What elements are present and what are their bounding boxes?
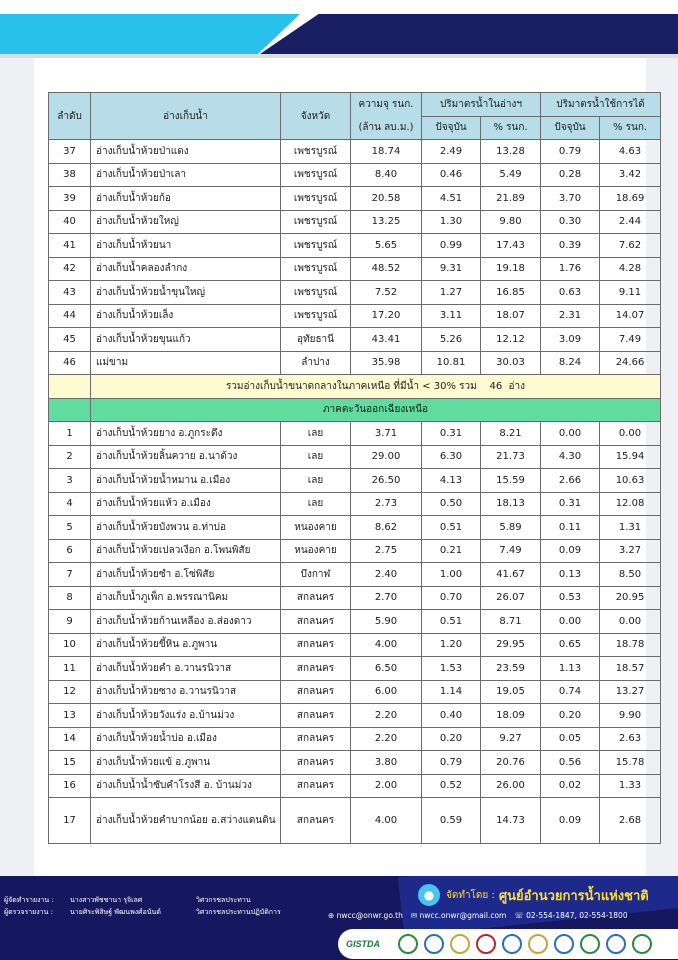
table-row (49, 727, 661, 751)
contact-info (328, 911, 628, 920)
col-no-header: ลำดับ (49, 93, 91, 140)
cell-volume-pct: 13.28 (481, 140, 541, 164)
cell-reservoir: อ่างเก็บน้ำห้วยเล็ง (91, 304, 281, 328)
table-row (49, 187, 661, 211)
partner-logos (338, 929, 678, 959)
cell-usable-pct: 7.49 (600, 328, 661, 352)
cell-volume-pct: 21.73 (481, 445, 541, 469)
cell-usable-current: 0.00 (541, 422, 600, 446)
reservoir-table (48, 92, 661, 844)
cell-no: 13 (49, 704, 91, 728)
cell-province: เพชรบูรณ์ (281, 210, 351, 234)
cell-capacity: 43.41 (351, 328, 422, 352)
cell-volume-pct: 18.07 (481, 304, 541, 328)
cell-usable-pct: 20.95 (600, 586, 661, 610)
cell-no: 39 (49, 187, 91, 211)
cell-province: หนองคาย (281, 516, 351, 540)
cell-reservoir: อ่างเก็บน้ำห้วยขุนแก้ว (91, 328, 281, 352)
cell-capacity: 26.50 (351, 469, 422, 493)
cell-usable-current: 8.24 (541, 351, 600, 375)
cell-reservoir: อ่างเก็บน้ำห้วยใหญ่ (91, 210, 281, 234)
cell-no: 2 (49, 445, 91, 469)
partner-logo-icon (450, 934, 470, 954)
cell-volume-current: 6.30 (422, 445, 481, 469)
cell-province: เพชรบูรณ์ (281, 257, 351, 281)
cell-no: 43 (49, 281, 91, 305)
water-drop-icon: ● (418, 884, 440, 906)
cell-usable-current: 0.31 (541, 492, 600, 516)
org-name: ศูนย์อำนวยการน้ำแห่งชาติ (498, 888, 649, 904)
cell-reservoir: อ่างเก็บน้ำห้วยยาง อ.ภูกระดึง (91, 422, 281, 446)
cell-usable-pct: 18.57 (600, 657, 661, 681)
cell-usable-current: 3.09 (541, 328, 600, 352)
org-brand (418, 884, 649, 906)
cell-usable-pct: 12.08 (600, 492, 661, 516)
cell-no: 1 (49, 422, 91, 446)
cell-volume-pct: 8.21 (481, 422, 541, 446)
cell-reservoir: อ่างเก็บน้ำห้วยซำ อ.โซ่พิสัย (91, 563, 281, 587)
cell-reservoir: อ่างเก็บน้ำห้วยคำ อ.วานรนิวาส (91, 657, 281, 681)
cell-volume-current: 0.50 (422, 492, 481, 516)
mail-icon: ✉ (410, 911, 420, 920)
partner-logo-icon (554, 934, 574, 954)
cell-no: 5 (49, 516, 91, 540)
table-row (49, 539, 661, 563)
cell-usable-current: 0.53 (541, 586, 600, 610)
cell-province: บึงกาฬ (281, 563, 351, 587)
table-row (49, 328, 661, 352)
cell-usable-pct: 1.31 (600, 516, 661, 540)
globe-icon: ⊕ (328, 911, 337, 920)
cell-no: 37 (49, 140, 91, 164)
cell-usable-current: 0.79 (541, 140, 600, 164)
made-by-org-label: จัดทำโดย : (446, 889, 495, 901)
gistda-logo: GISTDA (346, 939, 381, 949)
cell-capacity: 35.98 (351, 351, 422, 375)
partner-logo-icon (606, 934, 626, 954)
cell-province: เลย (281, 469, 351, 493)
cell-volume-current: 3.11 (422, 304, 481, 328)
cell-volume-pct: 19.18 (481, 257, 541, 281)
cell-no: 9 (49, 610, 91, 634)
partner-logo-icon (424, 934, 444, 954)
cell-usable-pct: 0.00 (600, 610, 661, 634)
made-by-role: วิศวกรชลประทาน (196, 896, 251, 904)
cell-capacity: 3.71 (351, 422, 422, 446)
table-row (49, 163, 661, 187)
made-by-label: ผู้จัดทำรายงาน : (4, 896, 54, 904)
cell-no: 40 (49, 210, 91, 234)
cell-usable-pct: 10.63 (600, 469, 661, 493)
col-reservoir-header: อ่างเก็บน้ำ (91, 93, 281, 140)
cell-usable-pct: 9.90 (600, 704, 661, 728)
partner-logo-icon (580, 934, 600, 954)
cell-province: สกลนคร (281, 727, 351, 751)
cell-volume-current: 0.21 (422, 539, 481, 563)
cell-volume-current: 0.20 (422, 727, 481, 751)
cell-usable-current: 0.00 (541, 610, 600, 634)
phone-contact[interactable]: ☏ 02-554-1847, 02-554-1800 (514, 911, 628, 920)
col-volume-current: ปัจจุบัน (422, 116, 481, 140)
cell-no: 17 (49, 798, 91, 844)
col-province-header: จังหวัด (281, 93, 351, 140)
cell-reservoir: อ่างเก็บน้ำภูเพ็ก อ.พรรณานิคม (91, 586, 281, 610)
table-row (49, 234, 661, 258)
cell-capacity: 2.20 (351, 704, 422, 728)
phone-icon: ☏ (514, 911, 527, 920)
cell-reservoir: อ่างเก็บน้ำห้วยซาง อ.วานรนิวาส (91, 680, 281, 704)
cell-volume-current: 0.51 (422, 610, 481, 634)
cell-capacity: 13.25 (351, 210, 422, 234)
cell-volume-pct: 5.89 (481, 516, 541, 540)
cell-no: 38 (49, 163, 91, 187)
cell-province: เลย (281, 422, 351, 446)
cell-usable-pct: 18.78 (600, 633, 661, 657)
cell-usable-current: 0.05 (541, 727, 600, 751)
cell-province: สกลนคร (281, 586, 351, 610)
col-capacity-unit: (ล้าน ลบ.ม.) (351, 116, 422, 140)
partner-logo-icon (528, 934, 548, 954)
cell-no: 16 (49, 774, 91, 798)
cell-usable-pct: 18.69 (600, 187, 661, 211)
cell-reservoir: อ่างเก็บน้ำคลองลำกง (91, 257, 281, 281)
cell-volume-pct: 26.07 (481, 586, 541, 610)
cell-no: 41 (49, 234, 91, 258)
cell-usable-pct: 4.63 (600, 140, 661, 164)
cell-usable-pct: 2.68 (600, 798, 661, 844)
cell-province: สกลนคร (281, 704, 351, 728)
cell-no: 10 (49, 633, 91, 657)
table-row (49, 281, 661, 305)
cell-volume-current: 1.00 (422, 563, 481, 587)
report-credits (4, 894, 281, 918)
checked-by-label: ผู้ตรวจรายงาน : (4, 908, 53, 916)
cell-usable-current: 0.09 (541, 798, 600, 844)
cell-no: 42 (49, 257, 91, 281)
table-row (49, 610, 661, 634)
region-row (49, 398, 661, 422)
table-row (49, 774, 661, 798)
cell-capacity: 2.20 (351, 727, 422, 751)
cell-province: สกลนคร (281, 657, 351, 681)
cell-reservoir: อ่างเก็บน้ำห้วยเปลวเงือก อ.โพนพิสัย (91, 539, 281, 563)
cell-capacity: 6.00 (351, 680, 422, 704)
cell-reservoir: อ่างเก็บน้ำห้วยคำบากน้อย อ.สว่างแดนดิน (91, 798, 281, 844)
cell-volume-pct: 18.09 (481, 704, 541, 728)
cell-usable-current: 1.76 (541, 257, 600, 281)
cell-volume-current: 0.79 (422, 751, 481, 775)
cell-reservoir: อ่างเก็บน้ำห้วยน้ำบ่อ อ.เมือง (91, 727, 281, 751)
cell-volume-current: 0.59 (422, 798, 481, 844)
table-row (49, 304, 661, 328)
table-row (49, 563, 661, 587)
cell-reservoir: อ่างเก็บน้ำห้วยป่าแดง (91, 140, 281, 164)
cell-volume-current: 1.30 (422, 210, 481, 234)
cell-usable-pct: 7.62 (600, 234, 661, 258)
cell-volume-current: 1.53 (422, 657, 481, 681)
cell-capacity: 8.62 (351, 516, 422, 540)
cell-no: 14 (49, 727, 91, 751)
cell-volume-pct: 17.43 (481, 234, 541, 258)
usable-group-header: ปริมาตรน้ำใช้การได้ (541, 93, 661, 117)
summary-section (49, 375, 661, 422)
cell-usable-current: 0.09 (541, 539, 600, 563)
col-usable-pct: % รนก. (600, 116, 661, 140)
cell-reservoir: อ่างเก็บน้ำห้วยแข้ อ.ภูพาน (91, 751, 281, 775)
cell-usable-pct: 2.44 (600, 210, 661, 234)
cell-usable-pct: 1.33 (600, 774, 661, 798)
cell-no: 3 (49, 469, 91, 493)
cell-capacity: 8.40 (351, 163, 422, 187)
north-rows (49, 140, 661, 375)
cell-capacity: 2.70 (351, 586, 422, 610)
cell-volume-pct: 19.05 (481, 680, 541, 704)
cell-capacity: 48.52 (351, 257, 422, 281)
cell-volume-current: 0.46 (422, 163, 481, 187)
table-row (49, 751, 661, 775)
table-row (49, 469, 661, 493)
cell-usable-pct: 24.66 (600, 351, 661, 375)
partner-logo-icon (398, 934, 418, 954)
cell-capacity: 4.00 (351, 633, 422, 657)
cell-province: ลำปาง (281, 351, 351, 375)
cell-no: 45 (49, 328, 91, 352)
cell-usable-current: 0.30 (541, 210, 600, 234)
cell-volume-current: 10.81 (422, 351, 481, 375)
banner-cyan-stripe (0, 14, 300, 54)
cell-capacity: 7.52 (351, 281, 422, 305)
cell-capacity: 20.58 (351, 187, 422, 211)
table-row (49, 633, 661, 657)
table-row (49, 445, 661, 469)
summary-row (49, 375, 661, 399)
cell-usable-pct: 15.94 (600, 445, 661, 469)
cell-usable-current: 0.56 (541, 751, 600, 775)
cell-volume-current: 4.13 (422, 469, 481, 493)
cell-usable-current: 0.74 (541, 680, 600, 704)
cell-usable-pct: 2.63 (600, 727, 661, 751)
table-row (49, 492, 661, 516)
cell-capacity: 6.50 (351, 657, 422, 681)
cell-usable-current: 0.11 (541, 516, 600, 540)
cell-volume-pct: 14.73 (481, 798, 541, 844)
cell-province: หนองคาย (281, 539, 351, 563)
partner-logo-icon (476, 934, 496, 954)
cell-usable-current: 0.39 (541, 234, 600, 258)
cell-volume-pct: 9.80 (481, 210, 541, 234)
northeast-rows (49, 422, 661, 844)
cell-reservoir: แม่ขาม (91, 351, 281, 375)
cell-usable-pct: 8.50 (600, 563, 661, 587)
cell-reservoir: อ่างเก็บน้ำห้วยลิ้นควาย อ.นาด้วง (91, 445, 281, 469)
cell-volume-current: 2.49 (422, 140, 481, 164)
cell-province: อุทัยธานี (281, 328, 351, 352)
cell-province: สกลนคร (281, 633, 351, 657)
cell-province: สกลนคร (281, 610, 351, 634)
cell-province: เลย (281, 445, 351, 469)
cell-volume-pct: 7.49 (481, 539, 541, 563)
cell-usable-pct: 3.27 (600, 539, 661, 563)
cell-no: 8 (49, 586, 91, 610)
cell-volume-pct: 15.59 (481, 469, 541, 493)
cell-volume-current: 0.70 (422, 586, 481, 610)
cell-usable-current: 2.66 (541, 469, 600, 493)
cell-province: เพชรบูรณ์ (281, 234, 351, 258)
partner-logo-icon (632, 934, 652, 954)
cell-province: เพชรบูรณ์ (281, 187, 351, 211)
cell-reservoir: อ่างเก็บน้ำห้วยน้ำหมาน อ.เมือง (91, 469, 281, 493)
cell-usable-current: 0.13 (541, 563, 600, 587)
cell-province: เพชรบูรณ์ (281, 281, 351, 305)
cell-capacity: 5.65 (351, 234, 422, 258)
col-usable-current: ปัจจุบัน (541, 116, 600, 140)
cell-usable-pct: 14.07 (600, 304, 661, 328)
cell-province: เพชรบูรณ์ (281, 140, 351, 164)
cell-reservoir: อ่างเก็บน้ำห้วยป่าเลา (91, 163, 281, 187)
cell-volume-current: 0.52 (422, 774, 481, 798)
cell-reservoir: อ่างเก็บน้ำห้วยขี้หิน อ.ภูพาน (91, 633, 281, 657)
cell-province: เพชรบูรณ์ (281, 304, 351, 328)
checked-by-role: วิศวกรชลประทานปฏิบัติการ (196, 908, 281, 916)
cell-volume-current: 1.20 (422, 633, 481, 657)
table-row (49, 351, 661, 375)
table-row (49, 680, 661, 704)
cell-volume-pct: 23.59 (481, 657, 541, 681)
cell-no: 7 (49, 563, 91, 587)
cell-reservoir: อ่างเก็บน้ำห้วยแห้ว อ.เมือง (91, 492, 281, 516)
cell-usable-current: 2.31 (541, 304, 600, 328)
cell-volume-current: 5.26 (422, 328, 481, 352)
cell-volume-current: 9.31 (422, 257, 481, 281)
cell-capacity: 4.00 (351, 798, 422, 844)
email-contact[interactable]: ✉ nwcc.onwr@gmail.com (410, 911, 507, 920)
table-row (49, 140, 661, 164)
cell-volume-pct: 41.67 (481, 563, 541, 587)
table-row (49, 257, 661, 281)
cell-no: 6 (49, 539, 91, 563)
cell-volume-pct: 9.27 (481, 727, 541, 751)
footer (0, 876, 678, 960)
cell-capacity: 2.73 (351, 492, 422, 516)
cell-province: สกลนคร (281, 680, 351, 704)
cell-reservoir: อ่างเก็บน้ำห้วยนา (91, 234, 281, 258)
partner-logo-icon (502, 934, 522, 954)
cell-volume-pct: 20.76 (481, 751, 541, 775)
table-row (49, 586, 661, 610)
cell-volume-pct: 29.95 (481, 633, 541, 657)
cell-capacity: 2.40 (351, 563, 422, 587)
cell-province: สกลนคร (281, 751, 351, 775)
cell-usable-pct: 4.28 (600, 257, 661, 281)
cell-province: เพชรบูรณ์ (281, 163, 351, 187)
cell-volume-pct: 16.85 (481, 281, 541, 305)
cell-volume-pct: 26.00 (481, 774, 541, 798)
table-row (49, 422, 661, 446)
summary-text: รวมอ่างเก็บน้ำขนาดกลางในภาคเหนือ ที่มีน้ำ < 30% รวม 46 อ่าง (91, 375, 661, 399)
cell-capacity: 5.90 (351, 610, 422, 634)
cell-usable-pct: 13.27 (600, 680, 661, 704)
cell-volume-current: 1.14 (422, 680, 481, 704)
cell-usable-pct: 3.42 (600, 163, 661, 187)
cell-volume-pct: 12.12 (481, 328, 541, 352)
cell-volume-current: 0.40 (422, 704, 481, 728)
cell-usable-current: 0.65 (541, 633, 600, 657)
cell-volume-current: 4.51 (422, 187, 481, 211)
cell-usable-pct: 0.00 (600, 422, 661, 446)
cell-no: 12 (49, 680, 91, 704)
cell-volume-pct: 21.89 (481, 187, 541, 211)
checked-by-name: นายศิระพิสิษฐ์ พัฒนพงศ์อนันต์ (70, 908, 161, 916)
made-by-name: นางสาวพัชชานา รุจิเลศ (70, 896, 143, 904)
cell-no: 46 (49, 351, 91, 375)
cell-usable-current: 4.30 (541, 445, 600, 469)
col-capacity-header: ความจุ รนก. (351, 93, 422, 117)
table-row (49, 798, 661, 844)
cell-capacity: 18.74 (351, 140, 422, 164)
cell-no: 11 (49, 657, 91, 681)
table-header (49, 93, 661, 140)
banner-navy-stripe (260, 14, 678, 54)
cell-usable-current: 0.28 (541, 163, 600, 187)
cell-capacity: 29.00 (351, 445, 422, 469)
cell-usable-pct: 9.11 (600, 281, 661, 305)
cell-capacity: 17.20 (351, 304, 422, 328)
cell-usable-current: 0.63 (541, 281, 600, 305)
table-row (49, 516, 661, 540)
cell-usable-pct: 15.78 (600, 751, 661, 775)
cell-capacity: 3.80 (351, 751, 422, 775)
cell-volume-current: 0.31 (422, 422, 481, 446)
cell-no: 15 (49, 751, 91, 775)
cell-province: สกลนคร (281, 798, 351, 844)
volume-group-header: ปริมาตรน้ำในอ่างฯ (422, 93, 541, 117)
cell-capacity: 2.00 (351, 774, 422, 798)
cell-volume-pct: 8.71 (481, 610, 541, 634)
cell-volume-current: 0.51 (422, 516, 481, 540)
cell-province: สกลนคร (281, 774, 351, 798)
cell-reservoir: อ่างเก็บน้ำห้วยวังแร่ง อ.บ้านม่วง (91, 704, 281, 728)
cell-usable-current: 0.02 (541, 774, 600, 798)
cell-volume-pct: 30.03 (481, 351, 541, 375)
cell-volume-current: 0.99 (422, 234, 481, 258)
cell-reservoir: อ่างเก็บน้ำห้วยบังพวน อ.ท่าบ่อ (91, 516, 281, 540)
cell-no: 44 (49, 304, 91, 328)
cell-volume-current: 1.27 (422, 281, 481, 305)
cell-volume-pct: 18.13 (481, 492, 541, 516)
cell-usable-current: 1.13 (541, 657, 600, 681)
cell-volume-pct: 5.49 (481, 163, 541, 187)
cell-usable-current: 0.20 (541, 704, 600, 728)
cell-reservoir: อ่างเก็บน้ำห้วยก้อ (91, 187, 281, 211)
cell-reservoir: อ่างเก็บน้ำห้วยก้านเหลือง อ.ส่องดาว (91, 610, 281, 634)
cell-province: เลย (281, 492, 351, 516)
cell-usable-current: 3.70 (541, 187, 600, 211)
cell-no: 4 (49, 492, 91, 516)
top-banner (0, 0, 678, 58)
cell-reservoir: อ่างเก็บน้ำห้วยน้ำขุนใหญ่ (91, 281, 281, 305)
cell-capacity: 2.75 (351, 539, 422, 563)
cell-reservoir: อ่างเก็บน้ำน้ำซับคำโรงสี อ. บ้านม่วง (91, 774, 281, 798)
website-contact[interactable]: ⊕ nwcc@onwr.go.th (328, 911, 403, 920)
table-row (49, 704, 661, 728)
col-volume-pct: % รนก. (481, 116, 541, 140)
region-title: ภาคตะวันออกเฉียงเหนือ (91, 398, 661, 422)
table-row (49, 657, 661, 681)
table-row (49, 210, 661, 234)
